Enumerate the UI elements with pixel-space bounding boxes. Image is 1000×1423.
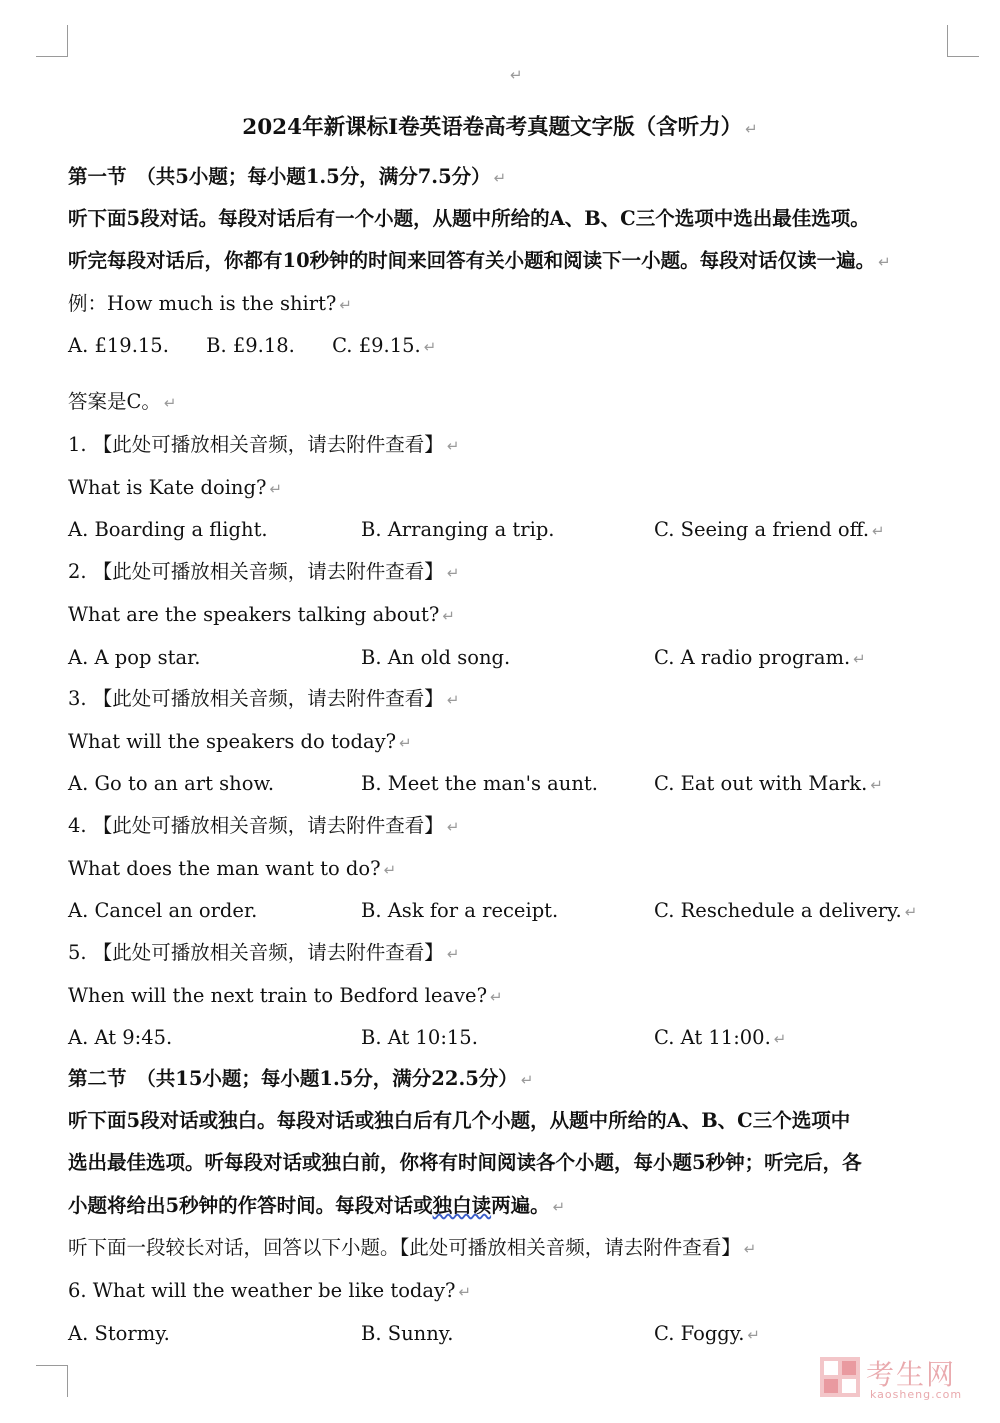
audio-placeholder-1: 1. 【此处可播放相关音频，请去附件查看】 ↵ [68,433,460,456]
example-question: 例：How much is the shirt? ↵ [68,292,352,315]
section2-instruction: 小题将给出5秒钟的作答时间。每段对话或独白读两遍。 ↵ [68,1194,566,1217]
section1-instruction: 听完每段对话后，你都有10秒钟的时间来回答有关小题和阅读下一小题。每段对话仅读一遍。 ↵ [68,249,891,272]
example-option-c: C. £9.15. [332,334,421,357]
q2-option-a: A. A pop star. [68,646,201,669]
q5-option-a: A. At 9:45. [68,1026,173,1049]
example-answer: 答案是C。 ↵ [68,390,177,413]
q6-option-b: B. Sunny. [361,1322,454,1345]
q4-option-a: A. Cancel an order. [68,899,258,922]
document-title: 2024年新课标Ⅰ卷英语卷高考真题文字版（含听力） ↵ [242,115,758,140]
watermark-text: 考生网 [866,1358,957,1391]
section2-intro: 听下面一段较长对话，回答以下小题。【此处可播放相关音频，请去附件查看】 ↵ [68,1236,757,1259]
q3-option-a: A. Go to an art show. [68,772,275,795]
crop-mark-top-right [947,25,979,57]
section1-heading: 第一节 （共5小题；每小题1.5分，满分7.5分） ↵ [68,165,507,188]
audio-placeholder-2: 2. 【此处可播放相关音频，请去附件查看】 ↵ [68,560,460,583]
crop-mark-top-left [36,25,68,57]
q1-option-b: B. Arranging a trip. [361,518,555,541]
spellcheck-underline: 独白读 [432,1194,492,1217]
section1-instruction: 听下面5段对话。每段对话后有一个小题，从题中所给的A、B、C三个选项中选出最佳选项。 [68,207,870,230]
q5-option-c: C. At 11:00. ↵ [654,1026,787,1049]
audio-placeholder-3: 3. 【此处可播放相关音频，请去附件查看】 ↵ [68,687,460,710]
question-6: 6. What will the weather be like today? ↵ [68,1279,472,1302]
audio-placeholder-5: 5. 【此处可播放相关音频，请去附件查看】 ↵ [68,941,460,964]
logo-icon [818,1355,862,1399]
question-3: What will the speakers do today? ↵ [68,730,412,753]
example-option-a: A. £19.15. [68,334,169,357]
example-option-b: B. £9.18. [206,334,295,357]
question-5: When will the next train to Bedford leave? ↵ [68,984,503,1007]
section2-instruction: 选出最佳选项。听每段对话或独白前，你将有时间阅读各个小题，每小题5秒钟；听完后，各 [68,1151,862,1174]
q4-option-c: C. Reschedule a delivery. ↵ [654,899,918,922]
question-4: What does the man want to do? ↵ [68,857,397,880]
question-2: What are the speakers talking about? ↵ [68,603,455,626]
section2-heading: 第二节 （共15小题；每小题1.5分，满分22.5分） ↵ [68,1067,534,1090]
q1-option-a: A. Boarding a flight. [68,518,268,541]
q6-option-a: A. Stormy. [68,1322,170,1345]
q6-option-c: C. Foggy. ↵ [654,1322,760,1345]
watermark-subtext: kaosheng.com [870,1388,963,1401]
paragraph-mark: ↵ [510,66,523,84]
q1-option-c: C. Seeing a friend off. ↵ [654,518,885,541]
audio-placeholder-4: 4. 【此处可播放相关音频，请去附件查看】 ↵ [68,814,460,837]
question-1: What is Kate doing? ↵ [68,476,283,499]
q4-option-b: B. Ask for a receipt. [361,899,559,922]
section2-instruction: 听下面5段对话或独白。每段对话或独白后有几个小题，从题中所给的A、B、C三个选项中 [68,1109,851,1132]
q2-option-b: B. An old song. [361,646,511,669]
crop-mark-bottom-left [36,1365,68,1397]
q2-option-c: C. A radio program. ↵ [654,646,866,669]
q5-option-b: B. At 10:15. [361,1026,478,1049]
q3-option-b: B. Meet the man's aunt. [361,772,598,795]
q3-option-c: C. Eat out with Mark. ↵ [654,772,883,795]
watermark-logo [818,1355,978,1405]
example-options: A. £19.15. B. £9.18. C. £9.15. ↵ [68,334,437,357]
